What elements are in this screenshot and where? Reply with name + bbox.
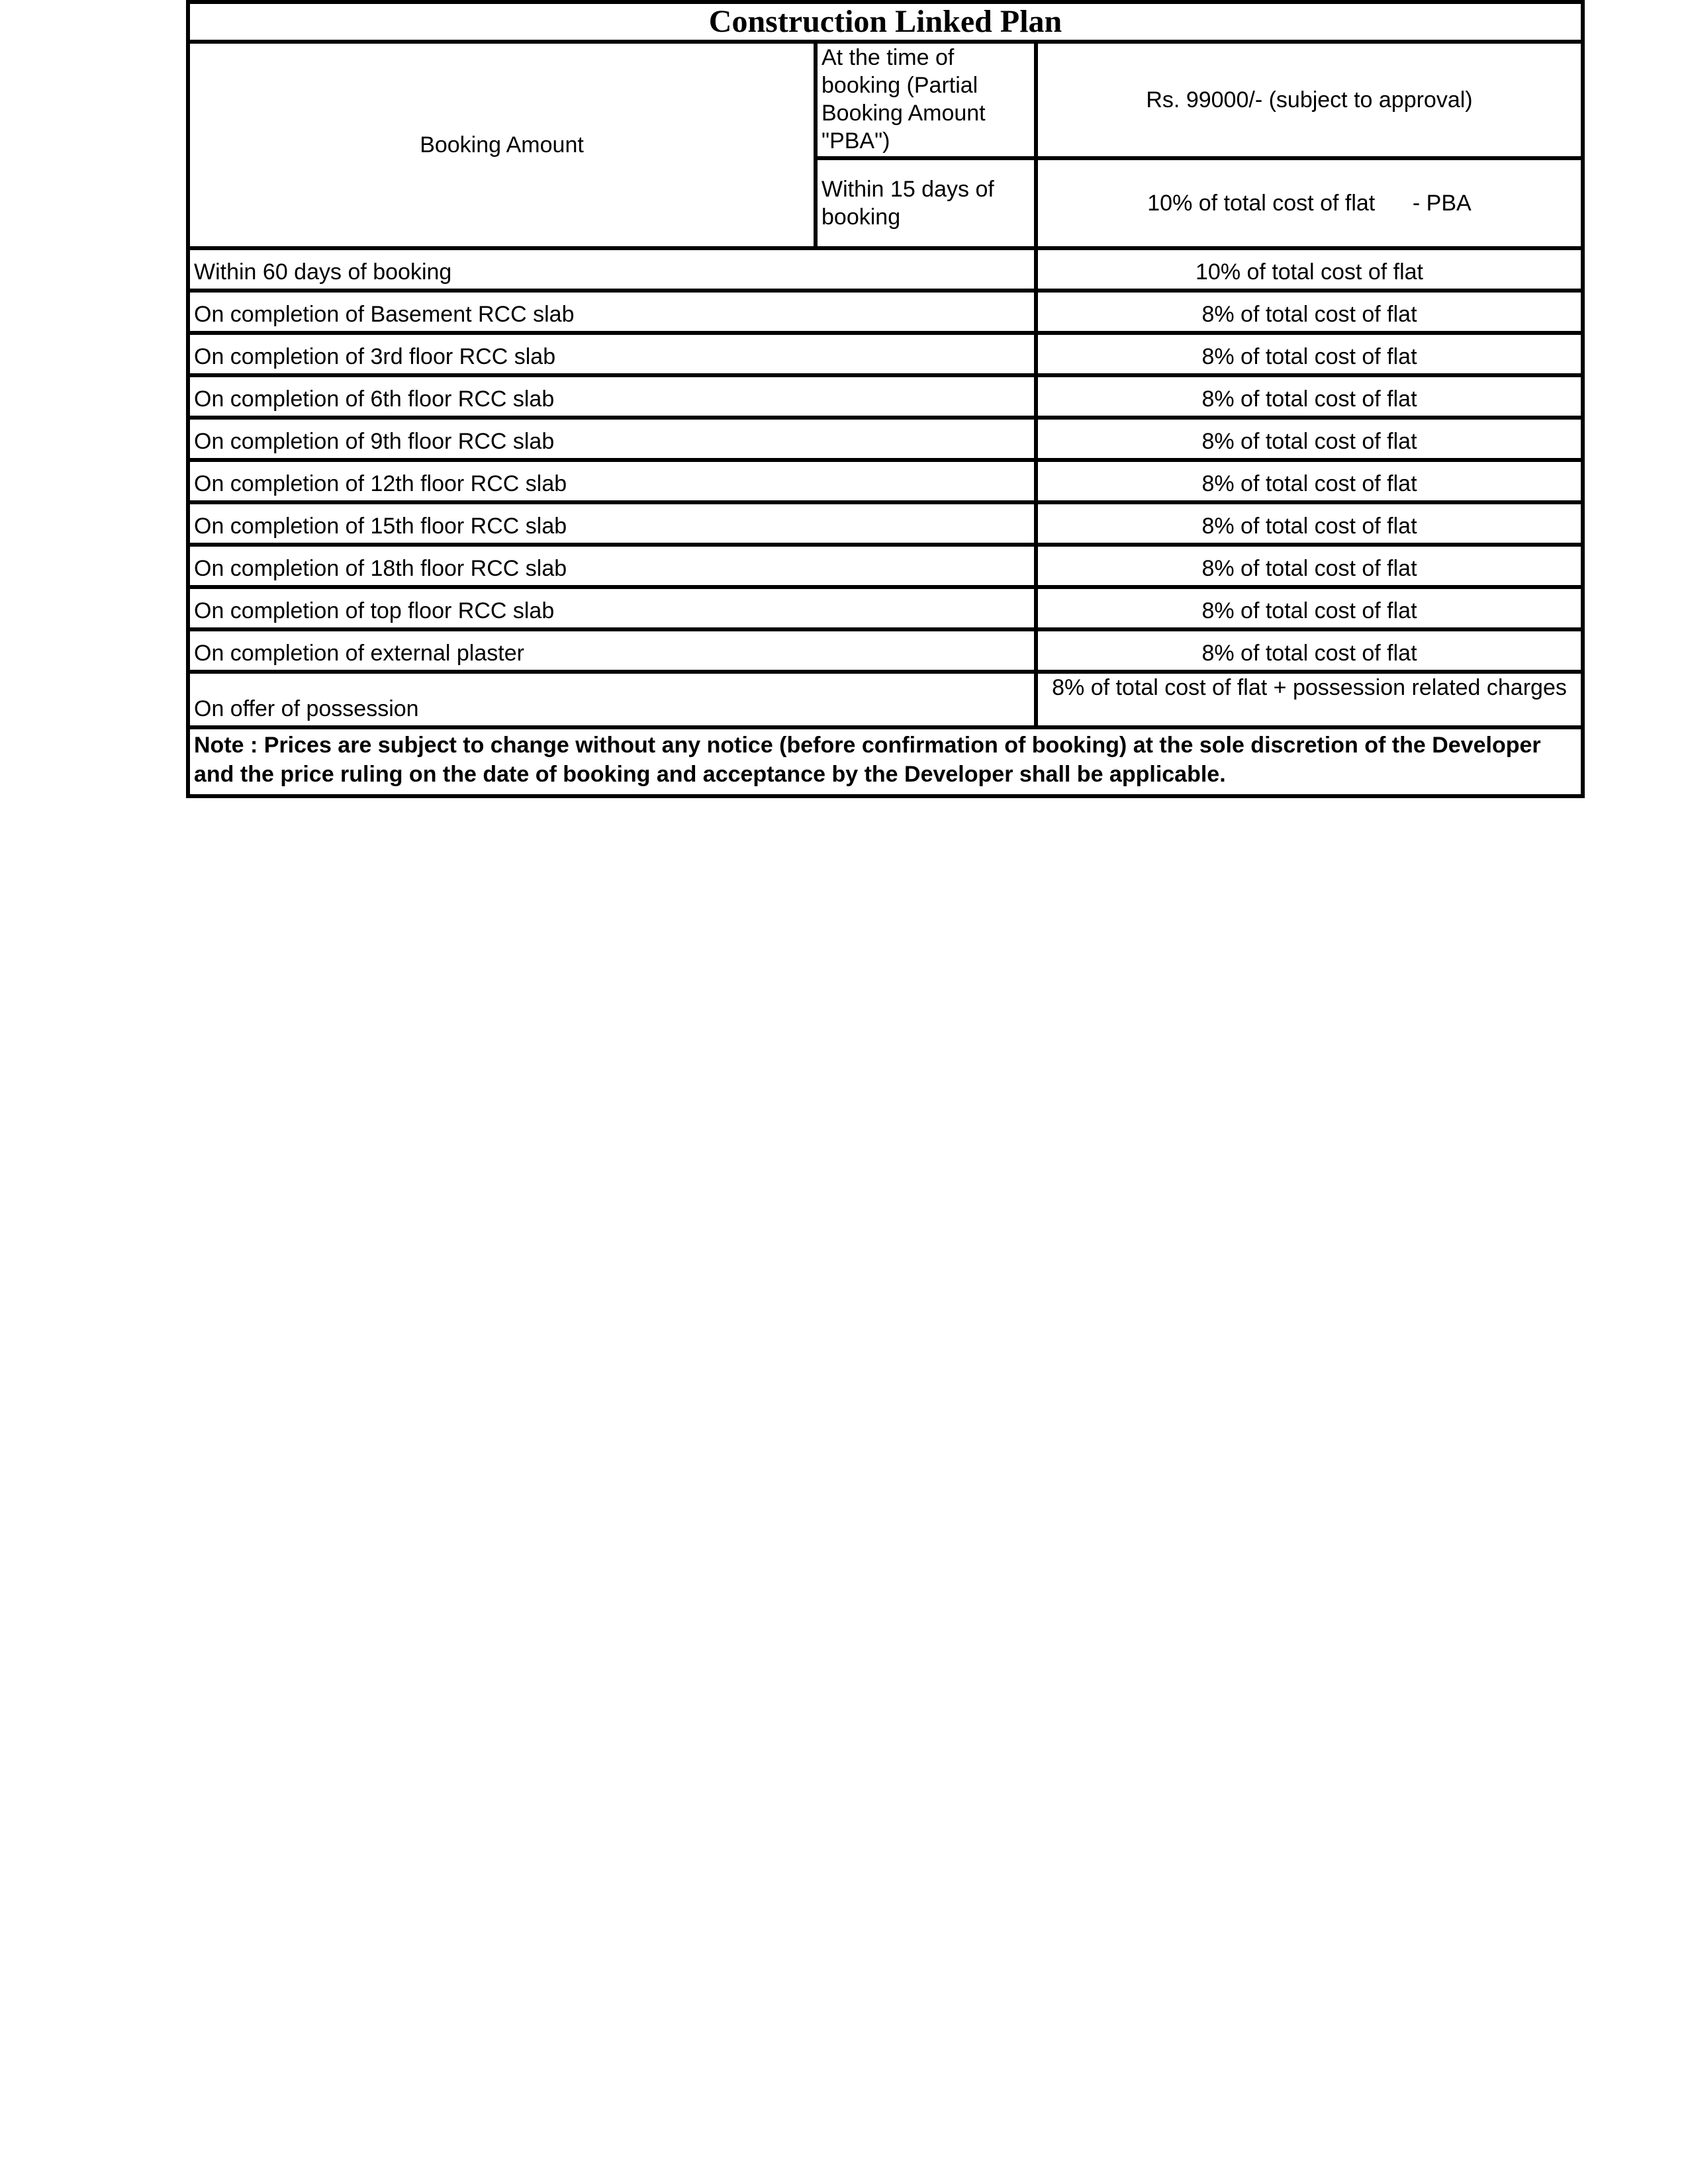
schedule-amount: 8% of total cost of flat	[1036, 460, 1583, 502]
booking-amount-1: Rs. 99000/- (subject to approval)	[1036, 42, 1583, 158]
schedule-stage: On completion of 15th floor RCC slab	[188, 502, 1036, 545]
schedule-amount: 8% of total cost of flat	[1036, 375, 1583, 418]
schedule-amount: 10% of total cost of flat	[1036, 248, 1583, 291]
schedule-stage: On completion of 6th floor RCC slab	[188, 375, 1036, 418]
booking-stage-2: Within 15 days of booking	[816, 158, 1036, 248]
schedule-stage: Within 60 days of booking	[188, 248, 1036, 291]
schedule-stage: On completion of 18th floor RCC slab	[188, 545, 1036, 587]
plan-title: Construction Linked Plan	[188, 2, 1583, 42]
schedule-stage: On completion of top floor RCC slab	[188, 587, 1036, 629]
schedule-amount: 8% of total cost of flat	[1036, 333, 1583, 375]
schedule-stage: On completion of 9th floor RCC slab	[188, 418, 1036, 460]
schedule-stage: On completion of 12th floor RCC slab	[188, 460, 1036, 502]
schedule-amount: 8% of total cost of flat	[1036, 418, 1583, 460]
schedule-stage: On completion of external plaster	[188, 629, 1036, 672]
schedule-stage: On completion of Basement RCC slab	[188, 291, 1036, 333]
schedule-stage: On offer of possession	[188, 672, 1036, 727]
payment-plan-table	[186, 0, 1585, 798]
schedule-amount: 8% of total cost of flat	[1036, 291, 1583, 333]
pricing-note: Note : Prices are subject to change without any notice (before confirmation of booking) at the sole discretion of the Developer and the price ruling on the date of booking and acceptance by the Developer shall be applicable.	[188, 727, 1583, 796]
schedule-stage: On completion of 3rd floor RCC slab	[188, 333, 1036, 375]
schedule-amount: 8% of total cost of flat	[1036, 587, 1583, 629]
booking-stage-1: At the time of booking (Partial Booking Amount "PBA")	[816, 42, 1036, 158]
schedule-amount: 8% of total cost of flat	[1036, 629, 1583, 672]
booking-amount-2: 10% of total cost of flat - PBA	[1036, 158, 1583, 248]
booking-amount-label: Booking Amount	[188, 42, 816, 248]
schedule-amount: 8% of total cost of flat	[1036, 502, 1583, 545]
schedule-amount: 8% of total cost of flat	[1036, 545, 1583, 587]
schedule-amount: 8% of total cost of flat + possession related charges	[1036, 672, 1583, 727]
